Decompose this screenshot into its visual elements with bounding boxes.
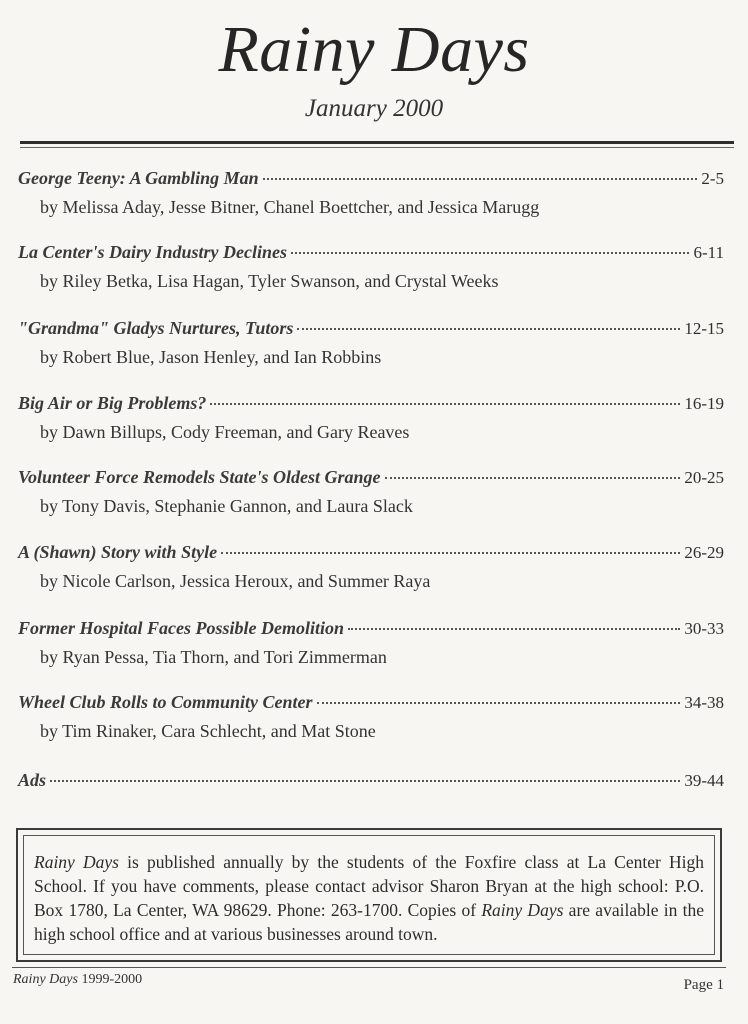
issue-date: January 2000 bbox=[304, 95, 444, 122]
toc-title: Former Hospital Faces Possible Demolition bbox=[18, 618, 345, 638]
toc-entry[interactable] bbox=[18, 692, 724, 744]
info-text: is published annually by the students of the Foxfire class at La Center High School. If you have comments, please contact advisor Sharon Bryan at the high school: P.O. Box 1780, La Center, WA 98629. Phone: 263-1700. Copies of bbox=[34, 852, 704, 920]
toc-authors: by Ryan Pessa, Tia Thorn, and Tori Zimmerman bbox=[40, 647, 387, 667]
toc-entry-ads[interactable] bbox=[18, 770, 724, 796]
leader-dots bbox=[385, 477, 681, 479]
toc-entry[interactable] bbox=[18, 242, 724, 294]
toc-pages: 12-15 bbox=[684, 319, 724, 338]
toc-authors: by Tim Rinaker, Cara Schlecht, and Mat Stone bbox=[40, 721, 376, 741]
publication-info-box bbox=[16, 828, 722, 962]
leader-dots bbox=[317, 702, 681, 704]
toc-pages: 39-44 bbox=[684, 771, 724, 790]
toc-title: Wheel Club Rolls to Community Center bbox=[18, 692, 313, 712]
toc-entry[interactable] bbox=[18, 318, 724, 370]
toc-pages: 30-33 bbox=[684, 619, 724, 638]
toc-entry[interactable] bbox=[18, 168, 724, 220]
toc-pages: 26-29 bbox=[684, 543, 724, 562]
toc-authors: by Nicole Carlson, Jessica Heroux, and Summer Raya bbox=[40, 571, 431, 591]
header-rule bbox=[20, 141, 734, 144]
toc-entry[interactable] bbox=[18, 393, 724, 445]
toc-entry[interactable] bbox=[18, 618, 724, 670]
toc-pages: 34-38 bbox=[684, 693, 724, 712]
footer-pub-name: Rainy Days bbox=[13, 972, 78, 987]
publication-title: Rainy Days bbox=[218, 13, 530, 86]
toc-title: A (Shawn) Story with Style bbox=[18, 542, 218, 562]
toc-entry[interactable] bbox=[18, 542, 724, 594]
toc-authors: by Dawn Billups, Cody Freeman, and Gary Reaves bbox=[40, 422, 410, 442]
pub-name: Rainy Days bbox=[34, 852, 119, 872]
leader-dots bbox=[263, 178, 698, 180]
toc-title: Ads bbox=[18, 770, 47, 790]
info-text: are available in the high school office and at various businesses around town. bbox=[34, 900, 704, 944]
toc-authors: by Robert Blue, Jason Henley, and Ian Robbins bbox=[40, 347, 382, 367]
toc-title: Volunteer Force Remodels State's Oldest Grange bbox=[18, 467, 381, 487]
toc-authors: by Melissa Aday, Jesse Bitner, Chanel Boettcher, and Jessica Marugg bbox=[40, 197, 540, 217]
toc-pages: 20-25 bbox=[684, 468, 724, 487]
toc-pages: 6-11 bbox=[693, 243, 724, 262]
toc-title: Big Air or Big Problems? bbox=[18, 393, 207, 413]
leader-dots bbox=[210, 403, 680, 405]
toc-title: George Teeny: A Gambling Man bbox=[18, 168, 259, 188]
footer-publication bbox=[13, 972, 142, 988]
header-rule-thin bbox=[20, 147, 734, 148]
leader-dots bbox=[221, 552, 680, 554]
leader-dots bbox=[50, 780, 680, 782]
toc-pages: 2-5 bbox=[701, 169, 724, 188]
leader-dots bbox=[297, 328, 680, 330]
footer-rule bbox=[12, 967, 726, 968]
leader-dots bbox=[291, 252, 689, 254]
toc-authors: by Tony Davis, Stephanie Gannon, and Laura Slack bbox=[40, 496, 413, 516]
footer-years: 1999-2000 bbox=[77, 972, 143, 987]
toc-pages: 16-19 bbox=[684, 394, 724, 413]
toc-entry[interactable] bbox=[18, 467, 724, 519]
toc-title: "Grandma" Gladys Nurtures, Tutors bbox=[18, 318, 294, 338]
toc-authors: by Riley Betka, Lisa Hagan, Tyler Swanson, and Crystal Weeks bbox=[40, 271, 499, 291]
page-number: Page 1 bbox=[683, 977, 724, 993]
toc-title: La Center's Dairy Industry Declines bbox=[18, 242, 288, 262]
pub-name: Rainy Days bbox=[481, 900, 564, 920]
leader-dots bbox=[348, 628, 680, 630]
publication-info-text bbox=[23, 835, 715, 955]
